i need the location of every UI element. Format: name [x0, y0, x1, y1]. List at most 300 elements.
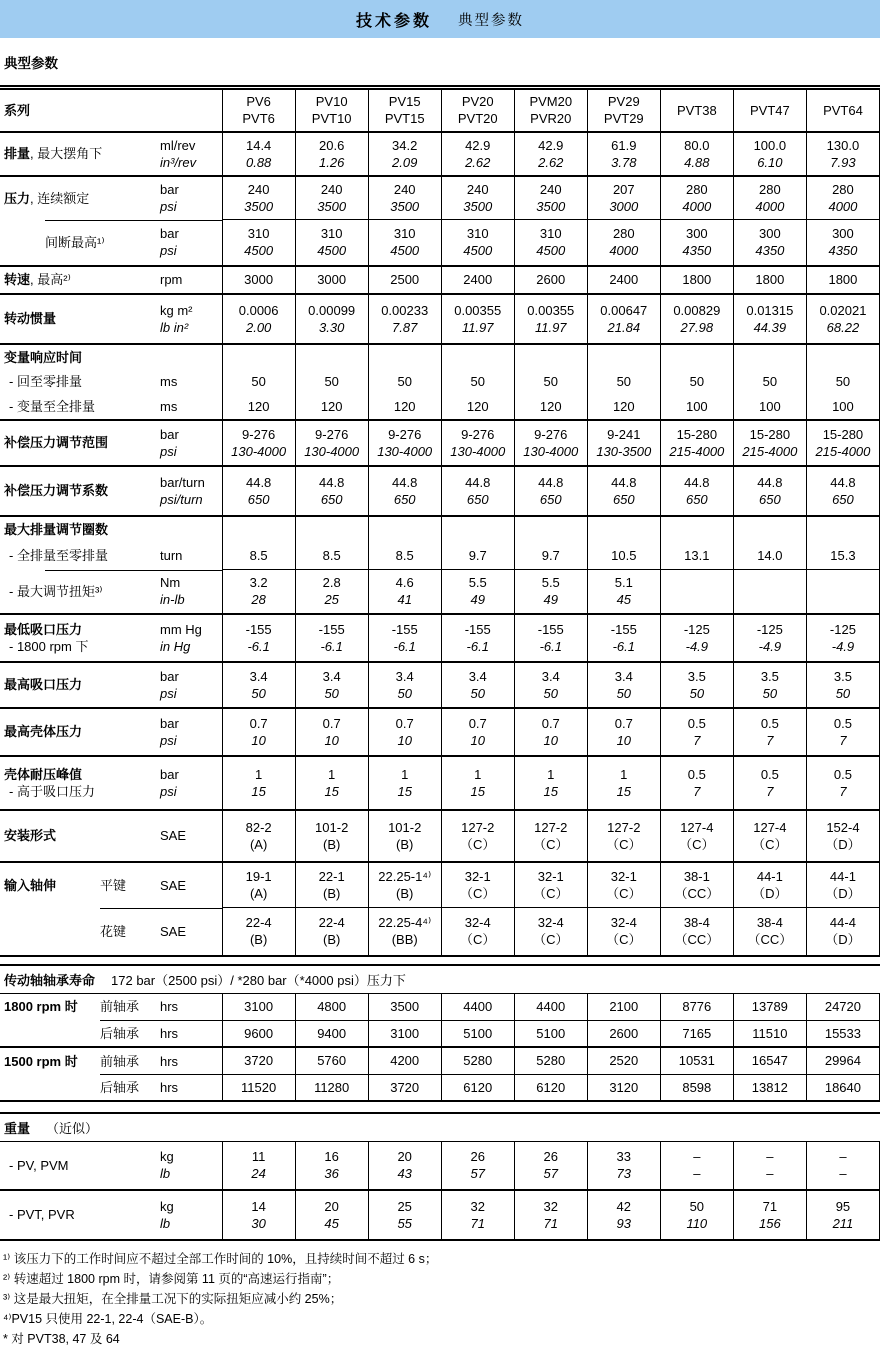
value-cell: 8776: [660, 993, 733, 1020]
weight-row: [0, 1190, 880, 1240]
value-cell: 280 4000: [587, 220, 660, 266]
value-cell: PVT47: [733, 88, 806, 132]
value-cell: 1 15: [222, 756, 295, 810]
value-cell: 3.2 28: [222, 570, 295, 614]
row-units: Nm in-lb: [160, 575, 185, 607]
value-cell: 127-2 （C）: [441, 810, 514, 862]
row-sublabel: 后轴承: [100, 1025, 140, 1041]
value-cell: 3.5 50: [660, 662, 733, 708]
spec-row: [0, 862, 880, 908]
row-units: SAE: [160, 828, 187, 843]
value-cell: 38-4 （CC）: [733, 908, 806, 956]
value-cell: 11520: [222, 1074, 295, 1101]
footnote: ⁴⁾PV15 只使用 22-1, 22-4（SAE-B）。: [3, 1311, 213, 1326]
value-cell: 82-2 (A): [222, 810, 295, 862]
row-units: kg m² lb in²: [160, 302, 193, 335]
value-cell: 0.0006 2.00: [222, 294, 295, 344]
value-cell: 20 45: [295, 1190, 368, 1240]
row-units: bar/turn psi/turn: [160, 474, 205, 507]
value-cell: 11 24: [222, 1142, 295, 1190]
spec-row: [0, 132, 880, 176]
value-cell: 44-1 （D）: [806, 862, 879, 908]
row-label: 系列: [4, 102, 31, 118]
value-cell: 5280: [514, 1047, 587, 1074]
row-label-cell: [0, 993, 222, 1020]
value-cell: 120: [295, 394, 368, 420]
value-cell: [514, 344, 587, 370]
value-cell: 1 15: [368, 756, 441, 810]
value-cell: 5.5 49: [514, 570, 587, 614]
weight-header: [0, 1113, 880, 1142]
row-units: mm Hg in Hg: [160, 621, 202, 654]
value-cell: 4400: [514, 993, 587, 1020]
value-cell: 0.00099 3.30: [295, 294, 368, 344]
row-label: - PVT, PVR: [9, 1207, 75, 1222]
value-cell: 44.8 650: [733, 466, 806, 516]
row-label-cell: [0, 662, 222, 708]
value-cell: 32-4 （C）: [514, 908, 587, 956]
row-units: bar psi: [160, 426, 179, 459]
value-cell: 300 4350: [806, 220, 879, 266]
value-cell: 310 4500: [441, 220, 514, 266]
value-cell: 1 15: [295, 756, 368, 810]
value-cell: 3.4 50: [587, 662, 660, 708]
value-cell: 50: [368, 370, 441, 394]
value-cell: 0.00233 7.87: [368, 294, 441, 344]
value-cell: 15.3: [806, 542, 879, 570]
value-cell: -155 -6.1: [222, 614, 295, 662]
value-cell: 14 30: [222, 1190, 295, 1240]
value-cell: 95 211: [806, 1190, 879, 1240]
value-cell: 127-4 （C）: [660, 810, 733, 862]
row-label-cell: [0, 466, 222, 516]
value-cell: 0.7 10: [514, 708, 587, 756]
value-cell: PVM20 PVR20: [514, 88, 587, 132]
value-cell: 32 71: [441, 1190, 514, 1240]
value-cell: -155 -6.1: [295, 614, 368, 662]
value-cell: 61.9 3.78: [587, 132, 660, 176]
value-cell: 240 3500: [514, 176, 587, 220]
spec-row: [0, 756, 880, 810]
value-cell: 24720: [806, 993, 879, 1020]
value-cell: 32-4 （C）: [587, 908, 660, 956]
row-label-cell: [0, 614, 222, 662]
value-cell: 3.4 50: [514, 662, 587, 708]
value-cell: [514, 516, 587, 542]
value-cell: [660, 344, 733, 370]
value-cell: 6120: [514, 1074, 587, 1101]
row-label-cell: [0, 88, 222, 132]
value-cell: 26 57: [514, 1142, 587, 1190]
value-cell: 32-1 （C）: [514, 862, 587, 908]
spec-row: [0, 394, 880, 420]
row-units: bar psi: [160, 766, 179, 799]
weight-table: [0, 1112, 880, 1241]
row-label: 转动惯量: [4, 311, 57, 326]
row-sublabel: 前轴承: [100, 1053, 140, 1069]
value-cell: 0.7 10: [368, 708, 441, 756]
row-units: hrs: [160, 999, 179, 1015]
value-cell: 127-4 （C）: [733, 810, 806, 862]
value-cell: 1800: [733, 266, 806, 294]
spec-row: [0, 176, 880, 220]
value-cell: 50: [222, 370, 295, 394]
value-cell: 34.2 2.09: [368, 132, 441, 176]
row-label: 转速, 最高²⁾: [4, 272, 71, 287]
value-cell: 44.8 650: [368, 466, 441, 516]
value-cell: 32-1 （C）: [587, 862, 660, 908]
weight-header-cell: 重量 （近似）: [4, 1121, 99, 1136]
value-cell: PV20 PVT20: [441, 88, 514, 132]
row-units: ms: [160, 398, 178, 414]
row-label-cell: [0, 1190, 222, 1240]
value-cell: 50: [514, 370, 587, 394]
value-cell: 5.5 49: [441, 570, 514, 614]
value-cell: -155 -6.1: [514, 614, 587, 662]
spec-row: [0, 294, 880, 344]
value-cell: 44-4 （D）: [806, 908, 879, 956]
value-cell: 2400: [441, 266, 514, 294]
row-units: hrs: [160, 1079, 179, 1095]
value-cell: 32 71: [514, 1190, 587, 1240]
row-label-cell: [0, 570, 222, 614]
value-cell: 18640: [806, 1074, 879, 1101]
row-sublabel: 后轴承: [100, 1079, 140, 1095]
value-cell: 3.5 50: [733, 662, 806, 708]
value-cell: 9-276 130-4000: [441, 420, 514, 466]
value-cell: 300 4350: [733, 220, 806, 266]
value-cell: 9.7: [441, 542, 514, 570]
value-cell: 38-4 （CC）: [660, 908, 733, 956]
value-cell: 14.0: [733, 542, 806, 570]
row-label: - 最大调节扭矩³⁾: [9, 583, 103, 599]
row-units: SAE: [160, 877, 187, 893]
value-cell: 42.9 2.62: [514, 132, 587, 176]
footnote: ²⁾ 转速超过 1800 rpm 时，请参阅第 11 页的“高速运行指南”；: [3, 1271, 340, 1286]
value-cell: 100: [660, 394, 733, 420]
row-label: 最高壳体压力: [4, 724, 83, 739]
row-label-cell: [0, 344, 222, 370]
spec-row: [0, 344, 880, 370]
value-cell: 9-276 130-4000: [295, 420, 368, 466]
value-cell: 2600: [514, 266, 587, 294]
value-cell: -155 -6.1: [441, 614, 514, 662]
value-cell: 4400: [441, 993, 514, 1020]
value-cell: 25 55: [368, 1190, 441, 1240]
value-cell: 310 4500: [514, 220, 587, 266]
value-cell: 0.02021 68.22: [806, 294, 879, 344]
spec-row: [0, 266, 880, 294]
row-label: - PV, PVM: [9, 1157, 69, 1173]
value-cell: 42 93: [587, 1190, 660, 1240]
value-cell: 3.4 50: [295, 662, 368, 708]
value-cell: 9-276 130-4000: [222, 420, 295, 466]
value-cell: 50: [295, 370, 368, 394]
row-units: bar psi: [160, 226, 179, 258]
value-cell: 1 15: [587, 756, 660, 810]
value-cell: 22-4 (B): [295, 908, 368, 956]
value-cell: 50: [587, 370, 660, 394]
row-units: hrs: [160, 1053, 179, 1069]
value-cell: 20.6 1.26: [295, 132, 368, 176]
row-label-cell: [0, 516, 222, 542]
value-cell: 280 4000: [660, 176, 733, 220]
value-cell: 44.8 650: [222, 466, 295, 516]
row-label: 1800 rpm 时: [4, 999, 78, 1015]
footnote: ³⁾ 这是最大扭矩，在全排量工况下的实际扭矩应减小约 25%；: [3, 1291, 343, 1306]
value-cell: 280 4000: [733, 176, 806, 220]
spec-row: [0, 220, 880, 266]
value-cell: 44.8 650: [514, 466, 587, 516]
row-units: turn: [160, 548, 183, 563]
value-cell: 44.8 650: [660, 466, 733, 516]
value-cell: 0.5 7: [733, 756, 806, 810]
row-label: 安装形式: [4, 828, 57, 843]
value-cell: 100: [733, 394, 806, 420]
value-cell: 3100: [368, 1020, 441, 1047]
value-cell: 207 3000: [587, 176, 660, 220]
value-cell: 2.8 25: [295, 570, 368, 614]
value-cell: 3000: [295, 266, 368, 294]
row-label: 最大排量调节圈数: [4, 521, 109, 537]
banner-subtitle: 典型参数: [458, 12, 524, 29]
value-cell: 13789: [733, 993, 806, 1020]
row-units: rpm: [160, 272, 183, 287]
value-cell: 71 156: [733, 1190, 806, 1240]
value-cell: 3.4 50: [368, 662, 441, 708]
value-cell: [295, 344, 368, 370]
value-cell: 44.8 650: [295, 466, 368, 516]
row-label: - 变量至全排量: [9, 398, 95, 414]
value-cell: 310 4500: [368, 220, 441, 266]
page-banner: [0, 0, 880, 38]
value-cell: 19-1 (A): [222, 862, 295, 908]
row-label: 排量, 最大摆角下: [4, 146, 103, 161]
value-cell: [295, 516, 368, 542]
value-cell: [660, 516, 733, 542]
value-cell: 0.5 7: [806, 708, 879, 756]
bearing-life-header: [0, 965, 880, 994]
value-cell: 9600: [222, 1020, 295, 1047]
row-label: 输入轴伸: [4, 877, 57, 893]
value-cell: 11510: [733, 1020, 806, 1047]
value-cell: 44.8 650: [587, 466, 660, 516]
value-cell: 44.8 650: [806, 466, 879, 516]
value-cell: 8.5: [222, 542, 295, 570]
weight-row: [0, 1142, 880, 1190]
row-label-cell: [0, 1020, 222, 1047]
value-cell: 2100: [587, 993, 660, 1020]
row-label: 补偿压力调节范围: [4, 435, 109, 450]
spec-row: [0, 570, 880, 614]
row-sublabel: 平键: [100, 877, 127, 893]
spec-row: [0, 420, 880, 466]
value-cell: 5280: [441, 1047, 514, 1074]
value-cell: -125 -4.9: [806, 614, 879, 662]
value-cell: 4.6 41: [368, 570, 441, 614]
value-cell: 42.9 2.62: [441, 132, 514, 176]
value-cell: 3500: [368, 993, 441, 1020]
value-cell: 240 3500: [222, 176, 295, 220]
value-cell: [222, 516, 295, 542]
value-cell: 2600: [587, 1020, 660, 1047]
row-label-cell: [0, 862, 222, 908]
bearing-life-row: [0, 1047, 880, 1074]
value-cell: 8598: [660, 1074, 733, 1101]
value-cell: [587, 516, 660, 542]
row-label: - 全排量至零排量: [9, 548, 108, 563]
value-cell: 120: [222, 394, 295, 420]
row-label-cell: [0, 908, 222, 956]
value-cell: 14.4 0.88: [222, 132, 295, 176]
value-cell: 130.0 7.93: [806, 132, 879, 176]
value-cell: 16 36: [295, 1142, 368, 1190]
spec-row: [0, 542, 880, 570]
value-cell: [733, 344, 806, 370]
row-units: bar psi: [160, 668, 179, 701]
value-cell: 9.7: [514, 542, 587, 570]
row-label-cell: [0, 420, 222, 466]
value-cell: 240 3500: [295, 176, 368, 220]
row-units: SAE: [160, 923, 187, 939]
row-label-cell: [0, 1074, 222, 1101]
bearing-life-row: [0, 993, 880, 1020]
value-cell: 0.01315 44.39: [733, 294, 806, 344]
value-cell: [806, 516, 879, 542]
value-cell: [441, 344, 514, 370]
row-label-cell: [0, 708, 222, 756]
value-cell: 0.00355 11.97: [441, 294, 514, 344]
value-cell: 127-2 （C）: [514, 810, 587, 862]
value-cell: 152-4 （D）: [806, 810, 879, 862]
value-cell: 4800: [295, 993, 368, 1020]
row-label-cell: [0, 394, 222, 420]
value-cell: 0.7 10: [295, 708, 368, 756]
row-label: 最低吸口压力 - 1800 rpm 下: [4, 621, 89, 654]
row-label-cell: [0, 756, 222, 810]
value-cell: 5760: [295, 1047, 368, 1074]
value-cell: 120: [441, 394, 514, 420]
value-cell: 300 4350: [660, 220, 733, 266]
value-cell: 9-241 130-3500: [587, 420, 660, 466]
row-label-cell: [0, 370, 222, 394]
value-cell: 8.5: [368, 542, 441, 570]
value-cell: 32-1 （C）: [441, 862, 514, 908]
row-label: 1500 rpm 时: [4, 1053, 78, 1069]
row-label: 最高吸口压力: [4, 677, 83, 692]
row-label-cell: [0, 266, 222, 294]
value-cell: [368, 516, 441, 542]
value-cell: 50: [733, 370, 806, 394]
value-cell: 16547: [733, 1047, 806, 1074]
value-cell: 3720: [222, 1047, 295, 1074]
row-label: 压力, 连续额定: [4, 190, 90, 206]
value-cell: 7165: [660, 1020, 733, 1047]
value-cell: 22-4 (B): [222, 908, 295, 956]
value-cell: 9-276 130-4000: [368, 420, 441, 466]
typical-parameters-table: [0, 85, 880, 957]
value-cell: 101-2 (B): [295, 810, 368, 862]
row-units: kg lb: [160, 1198, 174, 1231]
row-units: ms: [160, 374, 178, 389]
value-cell: -125 -4.9: [733, 614, 806, 662]
value-cell: 32-4 （C）: [441, 908, 514, 956]
value-cell: – –: [660, 1142, 733, 1190]
value-cell: [733, 570, 806, 614]
value-cell: [733, 516, 806, 542]
footnote: * 对 PVT38, 47 及 64: [3, 1331, 120, 1346]
value-cell: – –: [806, 1142, 879, 1190]
footnotes: [0, 1249, 880, 1349]
value-cell: 50 110: [660, 1190, 733, 1240]
value-cell: 44-1 （D）: [733, 862, 806, 908]
value-cell: 2500: [368, 266, 441, 294]
value-cell: 33 73: [587, 1142, 660, 1190]
spec-row: [0, 614, 880, 662]
row-label: 壳体耐压峰值 - 高于吸口压力: [4, 766, 95, 799]
value-cell: 3100: [222, 993, 295, 1020]
row-units: hrs: [160, 1025, 179, 1041]
banner-title: 技术参数: [355, 12, 432, 30]
section-heading: 典型参数: [4, 56, 58, 71]
spec-row: [0, 516, 880, 542]
value-cell: 2400: [587, 266, 660, 294]
value-cell: 8.5: [295, 542, 368, 570]
value-cell: 1 15: [441, 756, 514, 810]
value-cell: 10.5: [587, 542, 660, 570]
bearing-life-row: [0, 1020, 880, 1047]
value-cell: PV29 PVT29: [587, 88, 660, 132]
value-cell: 1800: [660, 266, 733, 294]
value-cell: 20 43: [368, 1142, 441, 1190]
value-cell: 0.00829 27.98: [660, 294, 733, 344]
value-cell: 240 3500: [368, 176, 441, 220]
row-label-cell: [0, 810, 222, 862]
value-cell: 22.25-1⁴⁾ (B): [368, 862, 441, 908]
value-cell: 15-280 215-4000: [660, 420, 733, 466]
row-sublabel: 前轴承: [100, 999, 140, 1015]
value-cell: 240 3500: [441, 176, 514, 220]
value-cell: 100: [806, 394, 879, 420]
value-cell: 0.5 7: [660, 708, 733, 756]
row-label-cell: [0, 1142, 222, 1190]
row-label: 补偿压力调节系数: [4, 483, 109, 498]
row-label-cell: [0, 294, 222, 344]
value-cell: PV10 PVT10: [295, 88, 368, 132]
spec-row: [0, 370, 880, 394]
bearing-life-row: [0, 1074, 880, 1101]
value-cell: 5100: [514, 1020, 587, 1047]
row-sublabel: 花键: [100, 923, 127, 939]
spec-row: [0, 810, 880, 862]
value-cell: 15-280 215-4000: [733, 420, 806, 466]
value-cell: PV6 PVT6: [222, 88, 295, 132]
value-cell: 50: [806, 370, 879, 394]
footnote: ¹⁾ 该压力下的工作时间应不超过全部工作时间的 10%，且持续时间不超过 6 s；: [3, 1251, 438, 1266]
value-cell: [441, 516, 514, 542]
value-cell: 38-1 （CC）: [660, 862, 733, 908]
value-cell: 100.0 6.10: [733, 132, 806, 176]
value-cell: 0.5 7: [733, 708, 806, 756]
value-cell: 1 15: [514, 756, 587, 810]
value-cell: 5100: [441, 1020, 514, 1047]
row-units: bar psi: [160, 715, 179, 748]
value-cell: 15-280 215-4000: [806, 420, 879, 466]
value-cell: 127-2 （C）: [587, 810, 660, 862]
value-cell: [368, 344, 441, 370]
value-cell: 3720: [368, 1074, 441, 1101]
value-cell: 310 4500: [295, 220, 368, 266]
